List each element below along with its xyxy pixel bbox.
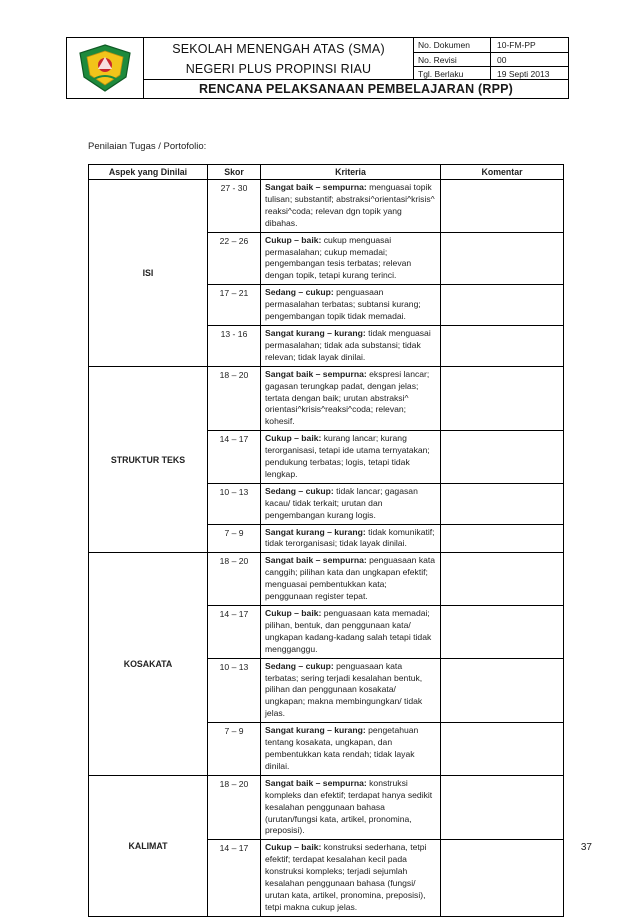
criteria-text: tidak komunikatif; tidak terorganisasi; tidak layak dinilai.	[265, 526, 435, 549]
header-score: Skor	[208, 165, 261, 180]
table-header-row	[89, 165, 564, 180]
meta-value: 00	[497, 55, 507, 65]
meta-label: Tgl. Berlaku	[414, 67, 491, 80]
criteria-text: kurang lancar; kurang terorganisasi, tetapi ide utama ternyatakan; pendukung terbatas; logis, tetapi tidak lengkap.	[265, 433, 430, 479]
criteria-level: Sangat baik – sempurna:	[265, 368, 367, 379]
comment-cell[interactable]	[441, 658, 564, 723]
score-cell: 14 – 17	[208, 606, 261, 659]
comment-cell[interactable]	[441, 606, 564, 659]
school-name-line1: SEKOLAH MENENGAH ATAS (SMA)	[172, 41, 385, 56]
score-cell: 14 – 17	[208, 840, 261, 916]
comment-cell[interactable]	[441, 723, 564, 776]
criteria-cell	[261, 723, 441, 776]
criteria-cell	[261, 775, 441, 840]
comment-cell[interactable]	[441, 366, 564, 431]
criteria-text: konstruksi sederhana, tetpi efektif; terdapat kesalahan kecil pada konstruksi kompleks; terjadi sejumlah kesalahan penggunaan bahasa (fungsi/ urutan kata, artikel, pronomina, preposisi), tetpi makna cukup jelas.	[265, 842, 427, 912]
criteria-level: Sedang – cukup:	[265, 287, 334, 298]
header-comment: Komentar	[441, 165, 564, 180]
criteria-text: ekspresi lancar; gagasan terungkap padat, dengan jelas; tertata dengan baik; urutan abstraksi^ orientasi^krisis^reaksi^coda; relevan; kohesif.	[265, 368, 430, 427]
criteria-cell	[261, 524, 441, 553]
criteria-cell	[261, 285, 441, 326]
school-name-line2: NEGERI PLUS PROPINSI RIAU	[185, 61, 372, 76]
score-cell: 27 - 30	[208, 180, 261, 233]
criteria-cell	[261, 483, 441, 524]
criteria-text: cukup menguasai permasalahan; cukup memadai; pengembangan tesis terbatas; relevan dengan topik, tetapi kurang terinci.	[265, 234, 412, 281]
criteria-level: Sangat kurang – kurang:	[265, 327, 366, 338]
meta-value: 10-FM-PP	[497, 40, 536, 50]
criteria-level: Cukup – baik:	[265, 234, 322, 245]
criteria-cell	[261, 366, 441, 431]
criteria-text: tidak menguasai permasalahan; tidak ada substansi; tidak relevan; tidak layak dinilai.	[265, 327, 431, 362]
table-row	[89, 553, 564, 606]
criteria-cell	[261, 553, 441, 606]
score-cell: 18 – 20	[208, 553, 261, 606]
meta-row-document-number	[414, 38, 568, 52]
comment-cell[interactable]	[441, 180, 564, 233]
criteria-text: penguasaan permasalahan terbatas; subtansi kurang; pengembangan topik tidak memadai.	[265, 287, 421, 322]
comment-cell[interactable]	[441, 232, 564, 285]
meta-label: No. Dokumen	[414, 38, 491, 52]
criteria-level: Sangat baik – sempurna:	[265, 555, 367, 566]
score-cell: 7 – 9	[208, 723, 261, 776]
assessment-rubric-table	[88, 164, 564, 917]
meta-row-revision	[414, 52, 568, 66]
score-cell: 18 – 20	[208, 775, 261, 840]
criteria-cell	[261, 658, 441, 723]
criteria-level: Sangat baik – sempurna:	[265, 777, 367, 788]
document-meta-table	[414, 38, 568, 80]
table-row	[89, 366, 564, 431]
page-number: 37	[580, 842, 592, 853]
criteria-level: Sedang – cukup:	[265, 660, 334, 671]
comment-cell[interactable]	[441, 524, 564, 553]
criteria-cell	[261, 232, 441, 285]
criteria-level: Sedang – cukup:	[265, 485, 334, 496]
criteria-text: konstruksi kompleks dan efektif; terdapat hanya sedikit kesalahan penggunaan bahasa (urutan/fungsi kata, artikel, pronomina, preposisi).	[265, 777, 433, 836]
criteria-cell	[261, 606, 441, 659]
table-row	[89, 180, 564, 233]
score-cell: 18 – 20	[208, 366, 261, 431]
criteria-cell	[261, 325, 441, 366]
score-cell: 10 – 13	[208, 658, 261, 723]
score-cell: 14 – 17	[208, 431, 261, 484]
meta-value: 19 Septi 2013	[497, 69, 550, 79]
comment-cell[interactable]	[441, 431, 564, 484]
criteria-text: pengetahuan tentang kosakata, ungkapan, dan pembentukkan kata rendah; tidak layak dinilai.	[265, 725, 419, 771]
score-cell: 22 – 26	[208, 232, 261, 285]
comment-cell[interactable]	[441, 775, 564, 840]
score-cell: 13 - 16	[208, 325, 261, 366]
criteria-cell	[261, 180, 441, 233]
school-title	[144, 38, 414, 80]
document-header	[66, 37, 569, 99]
section-label: Penilaian Tugas / Portofolio:	[88, 141, 207, 152]
aspect-cell: KOSAKATA	[89, 553, 208, 775]
header-criteria: Kriteria	[261, 165, 441, 180]
criteria-text: penguasaan kata terbatas; sering terjadi kesalahan bentuk, pilihan dan penggunaan kosakata/ ungkapan; makna membingungkan/ tidak jelas.	[265, 660, 423, 719]
score-cell: 10 – 13	[208, 483, 261, 524]
aspect-cell: ISI	[89, 180, 208, 367]
aspect-cell: KALIMAT	[89, 775, 208, 916]
comment-cell[interactable]	[441, 840, 564, 916]
document-title: RENCANA PELAKSANAAN PEMBELAJARAN (RPP)	[198, 82, 514, 96]
meta-label: No. Revisi	[414, 53, 491, 66]
comment-cell[interactable]	[441, 483, 564, 524]
header-aspect: Aspek yang Dinilai	[89, 165, 208, 180]
criteria-cell	[261, 431, 441, 484]
meta-row-effective-date	[414, 66, 568, 80]
comment-cell[interactable]	[441, 285, 564, 326]
school-logo-icon	[76, 43, 134, 93]
comment-cell[interactable]	[441, 325, 564, 366]
criteria-cell	[261, 840, 441, 916]
criteria-text: penguasaan kata memadai; pilihan, bentuk, dan penggunaan kata/ ungkapan kadang-kadang salah tetapi tidak mengganggu.	[265, 608, 432, 654]
aspect-cell: STRUKTUR TEKS	[89, 366, 208, 553]
criteria-level: Sangat kurang – kurang:	[265, 526, 366, 537]
criteria-level: Sangat baik – sempurna:	[265, 182, 367, 192]
criteria-text: penguasaan kata canggih; pilihan kata dan ungkapan efektif; menguasai pembentukkan kata; penggunaan register tepat.	[265, 555, 436, 602]
comment-cell[interactable]	[441, 553, 564, 606]
criteria-level: Cukup – baik:	[265, 608, 322, 618]
score-cell: 17 – 21	[208, 285, 261, 326]
criteria-level: Cukup – baik:	[265, 433, 322, 444]
criteria-level: Cukup – baik:	[265, 842, 322, 853]
criteria-text: tidak lancar; gagasan kacau/ tidak terkait; urutan dan pengembangan kurang logis.	[265, 485, 418, 520]
logo-cell	[67, 38, 144, 98]
criteria-text: menguasai topik tulisan; substantif; abstraksi^orientasi^krisis^ reaksi^coda; relevan dgn topik yang dibahas.	[265, 182, 435, 228]
table-row	[89, 775, 564, 840]
score-cell: 7 – 9	[208, 524, 261, 553]
criteria-level: Sangat kurang – kurang:	[265, 725, 366, 736]
